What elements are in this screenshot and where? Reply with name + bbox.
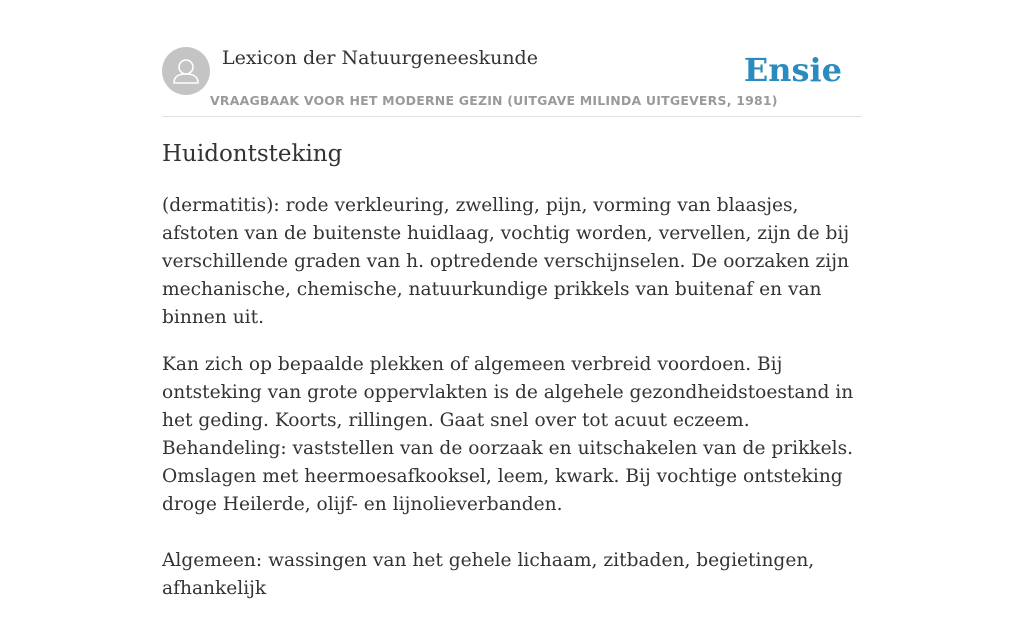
source-title-link[interactable]: Lexicon der Natuurgeneeskunde	[222, 47, 538, 69]
entry-title: Huidontsteking	[162, 141, 343, 167]
content-container	[162, 0, 862, 599]
ensie-logo-link[interactable]: Ensie	[743, 51, 842, 89]
user-icon	[162, 47, 210, 95]
entry-paragraph: Algemeen: wassingen van het gehele lichaam, zitbaden, begietingen, afhankelijk	[162, 550, 815, 599]
source-avatar[interactable]	[162, 47, 210, 95]
entry-paragraph: Kan zich op bepaalde plekken of algemeen verbreid voordoen. Bij ontsteking van grote oppervlakten is de algehele gezondheidstoestand in het geding. Koorts, rillingen. Gaat snel over tot acuut eczeem. Behandeling: vaststellen van de oorzaak en uitschakelen van de prikkels. Omslagen met heermoesafkooksel, leem, kwark. Bij vochtige ontsteking droge Heilerde, olijf- en lijnolieverbanden.	[162, 354, 854, 515]
entry-body	[162, 192, 862, 622]
source-subtitle: VRAAGBAAK VOOR HET MODERNE GEZIN (UITGAVE MILINDA UITGEVERS, 1981)	[210, 93, 778, 108]
source-header	[162, 0, 862, 117]
entry-paragraph: (dermatitis): rode verkleuring, zwelling, pijn, vorming van blaasjes, afstoten van de buitenste huidlaag, vochtig worden, vervellen, zijn de bij verschillende graden van h. optredende verschijnselen. De oorzaken zijn mechanische, chemische, natuurkundige prikkels van buitenaf en van binnen uit.	[162, 195, 850, 328]
